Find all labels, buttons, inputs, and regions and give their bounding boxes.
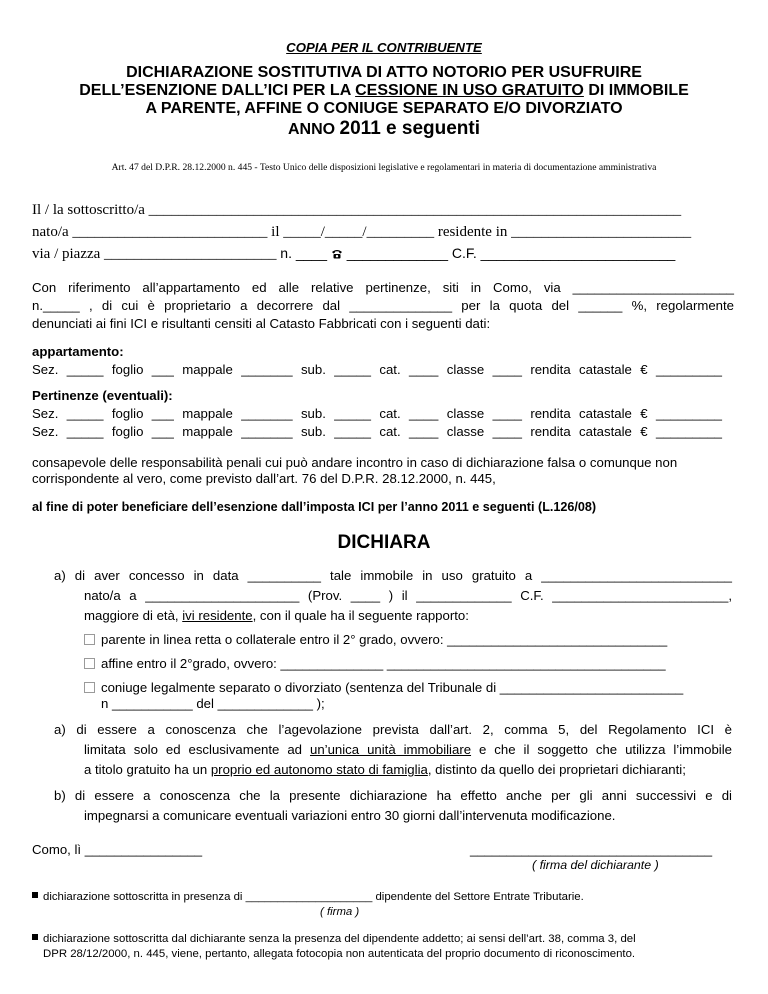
legal-reference: Art. 47 del D.P.R. 28.12.2000 n. 445 - Testo Unico delle disposizioni legislative e regolamentari in materia di documentazione amministrativa xyxy=(111,162,657,173)
declaration-a1-line-2[interactable]: nato/a a _____________________ (Prov. ____ ) il _____________ C.F. ________________________, xyxy=(84,588,732,603)
property-line-3: denunciati ai fini ICI e risultanti censiti al Catasto Fabbricati con i seguenti dati: xyxy=(32,316,491,331)
option-parent-label: parente in linea retta o collaterale entro il 2° grado, ovvero: ______________________________ xyxy=(101,632,668,647)
checkbox-parent[interactable] xyxy=(84,634,95,645)
checkbox-spouse[interactable] xyxy=(84,682,95,693)
a1-line-3-underlined: ivi residente xyxy=(182,608,253,623)
a2-line-2-underlined: un’unica unità immobiliare xyxy=(309,742,472,757)
title-year-value: 2011 e seguenti xyxy=(339,118,481,139)
footer-note-2-text: dichiarazione sottoscritta dal dichiarante senza la presenza del dipendente addetto; ai sensi dell’art. 38, comma 3, del xyxy=(43,933,636,945)
signature-caption: ( firma del dichiarante ) xyxy=(532,858,659,872)
apartment-label: appartamento: xyxy=(32,344,124,359)
a2-line-2-end: e che il soggetto che utilizza l’immobile xyxy=(471,742,732,757)
relationship-option-parent[interactable] xyxy=(84,632,667,647)
checkbox-affine[interactable] xyxy=(84,658,95,669)
declarant-name-line[interactable]: Il / la sottoscritto/a _______________________________________________________________________ xyxy=(32,202,682,218)
phone-and-tax-code-field: _____________ C.F. _________________________ xyxy=(342,245,676,261)
declaration-b-line-1: b) di essere a conoscenza che la presente dichiarazione ha effetto anche per gli anni successivi e di xyxy=(54,788,732,803)
a2-line-3-underlined: proprio ed autonomo stato di famiglia xyxy=(210,762,428,777)
declaration-a2-line-2 xyxy=(84,742,732,757)
apartment-cadastre-row[interactable]: Sez. _____ foglio ___ mappale _______ sub. _____ cat. ____ classe ____ rendita catastale € _________ xyxy=(32,362,722,377)
title-line-2 xyxy=(0,82,768,100)
declaration-a1-line-1[interactable]: a) di aver concesso in data __________ tale immobile in uso gratuito a __________________________ xyxy=(54,568,732,583)
a2-line-2-text: limitata solo ed esclusivamente ad xyxy=(84,742,310,757)
declaration-a1-line-3 xyxy=(84,608,469,623)
a1-line-3-end: , con il quale ha il seguente rapporto: xyxy=(252,608,469,623)
option-spouse-label: coniuge legalmente separato o divorziato (sentenza del Tribunale di _________________________ xyxy=(101,680,684,695)
relationship-option-spouse[interactable] xyxy=(84,680,683,695)
title-line-2-text: DELL’ESENZIONE DALL’ICI PER LA xyxy=(79,82,356,99)
bullet-square-icon xyxy=(32,934,38,940)
footer-note-2-line-1 xyxy=(32,933,636,945)
awareness-line-2: corrispondente al vero, come previsto dall’art. 76 del D.P.R. 28.12.2000, n. 445, xyxy=(32,471,496,486)
footer-note-1[interactable] xyxy=(32,891,584,903)
employee-signature-caption: ( firma ) xyxy=(320,906,360,918)
annex-label: Pertinenze (eventuali): xyxy=(32,388,173,403)
address-field: via / piazza _______________________ xyxy=(32,246,281,262)
phone-icon xyxy=(331,249,343,259)
declarant-address-line[interactable] xyxy=(32,245,675,263)
footer-note-2-line-2: DPR 28/12/2000, n. 445, viene, pertanto, allegata fotocopia non autenticata del proprio documento di riconoscimento. xyxy=(43,948,636,960)
option-spouse-sentence-line[interactable]: n ___________ del _____________ ); xyxy=(101,696,325,711)
annex-cadastre-row-2[interactable]: Sez. _____ foglio ___ mappale _______ sub. _____ cat. ____ classe ____ rendita catastale € _________ xyxy=(32,424,722,439)
awareness-line-1: consapevole delle responsabilità penali cui può andare incontro in caso di dichiarazione falsa o comunque non xyxy=(32,455,678,470)
relationship-option-affine[interactable] xyxy=(84,656,666,671)
declarant-birth-line[interactable]: nato/a __________________________ il _____/_____/_________ residente in ________________________ xyxy=(32,224,692,240)
title-line-1: DICHIARAZIONE SOSTITUTIVA DI ATTO NOTORIO PER USUFRUIRE xyxy=(126,64,642,81)
a2-line-3-text: a titolo gratuito ha un xyxy=(84,762,211,777)
title-line-2-end: DI IMMOBILE xyxy=(583,82,689,99)
declaration-a2-line-3 xyxy=(84,762,686,777)
declares-heading: DICHIARA xyxy=(337,532,431,553)
copy-label: COPIA PER IL CONTRIBUENTE xyxy=(286,40,482,55)
title-year xyxy=(0,118,768,140)
a1-line-3-text: maggiore di età, xyxy=(84,608,183,623)
a2-line-3-end: , distinto da quello dei proprietari dichiaranti; xyxy=(427,762,686,777)
purpose-statement: al fine di poter beneficiare dell’esenzione dall’imposta ICI per l’anno 2011 e seguenti (L.126/08) xyxy=(32,500,597,514)
property-line-1[interactable]: Con riferimento all’appartamento ed alle relative pertinenze, siti in Como, via ______________________ xyxy=(32,280,734,295)
title-line-2-underlined: CESSIONE IN USO GRATUITO xyxy=(355,82,584,99)
footer-note-1-text: dichiarazione sottoscritta in presenza di ____________________ dipendente del Settore Entrate Tributarie. xyxy=(43,891,584,903)
option-affine-label: affine entro il 2°grado, ovvero: ______________ ______________________________________ xyxy=(101,656,666,671)
place-date-field[interactable]: Como, lì ________________ xyxy=(32,842,203,857)
signature-field[interactable]: _________________________________ xyxy=(470,842,713,857)
title-line-3: A PARENTE, AFFINE O CONIUGE SEPARATO E/O DIVORZIATO xyxy=(145,100,623,117)
property-line-2[interactable]: n._____ , di cui è proprietario a decorrere dal ______________ per la quota del ______ %, regolarmente xyxy=(32,298,734,313)
annex-cadastre-row-1[interactable]: Sez. _____ foglio ___ mappale _______ sub. _____ cat. ____ classe ____ rendita catastale € _________ xyxy=(32,406,722,421)
bullet-square-icon xyxy=(32,892,38,898)
title-year-label: ANNO xyxy=(287,121,340,138)
declaration-b-line-2: impegnarsi a comunicare eventuali variazioni entro 30 giorni dall’intervenuta modificazione. xyxy=(84,808,616,823)
house-number-field: n. ____ xyxy=(280,245,331,261)
declaration-a2-line-1: a) di essere a conoscenza che l’agevolazione prevista dall’art. 2, comma 5, del Regolamento ICI è xyxy=(54,722,732,737)
